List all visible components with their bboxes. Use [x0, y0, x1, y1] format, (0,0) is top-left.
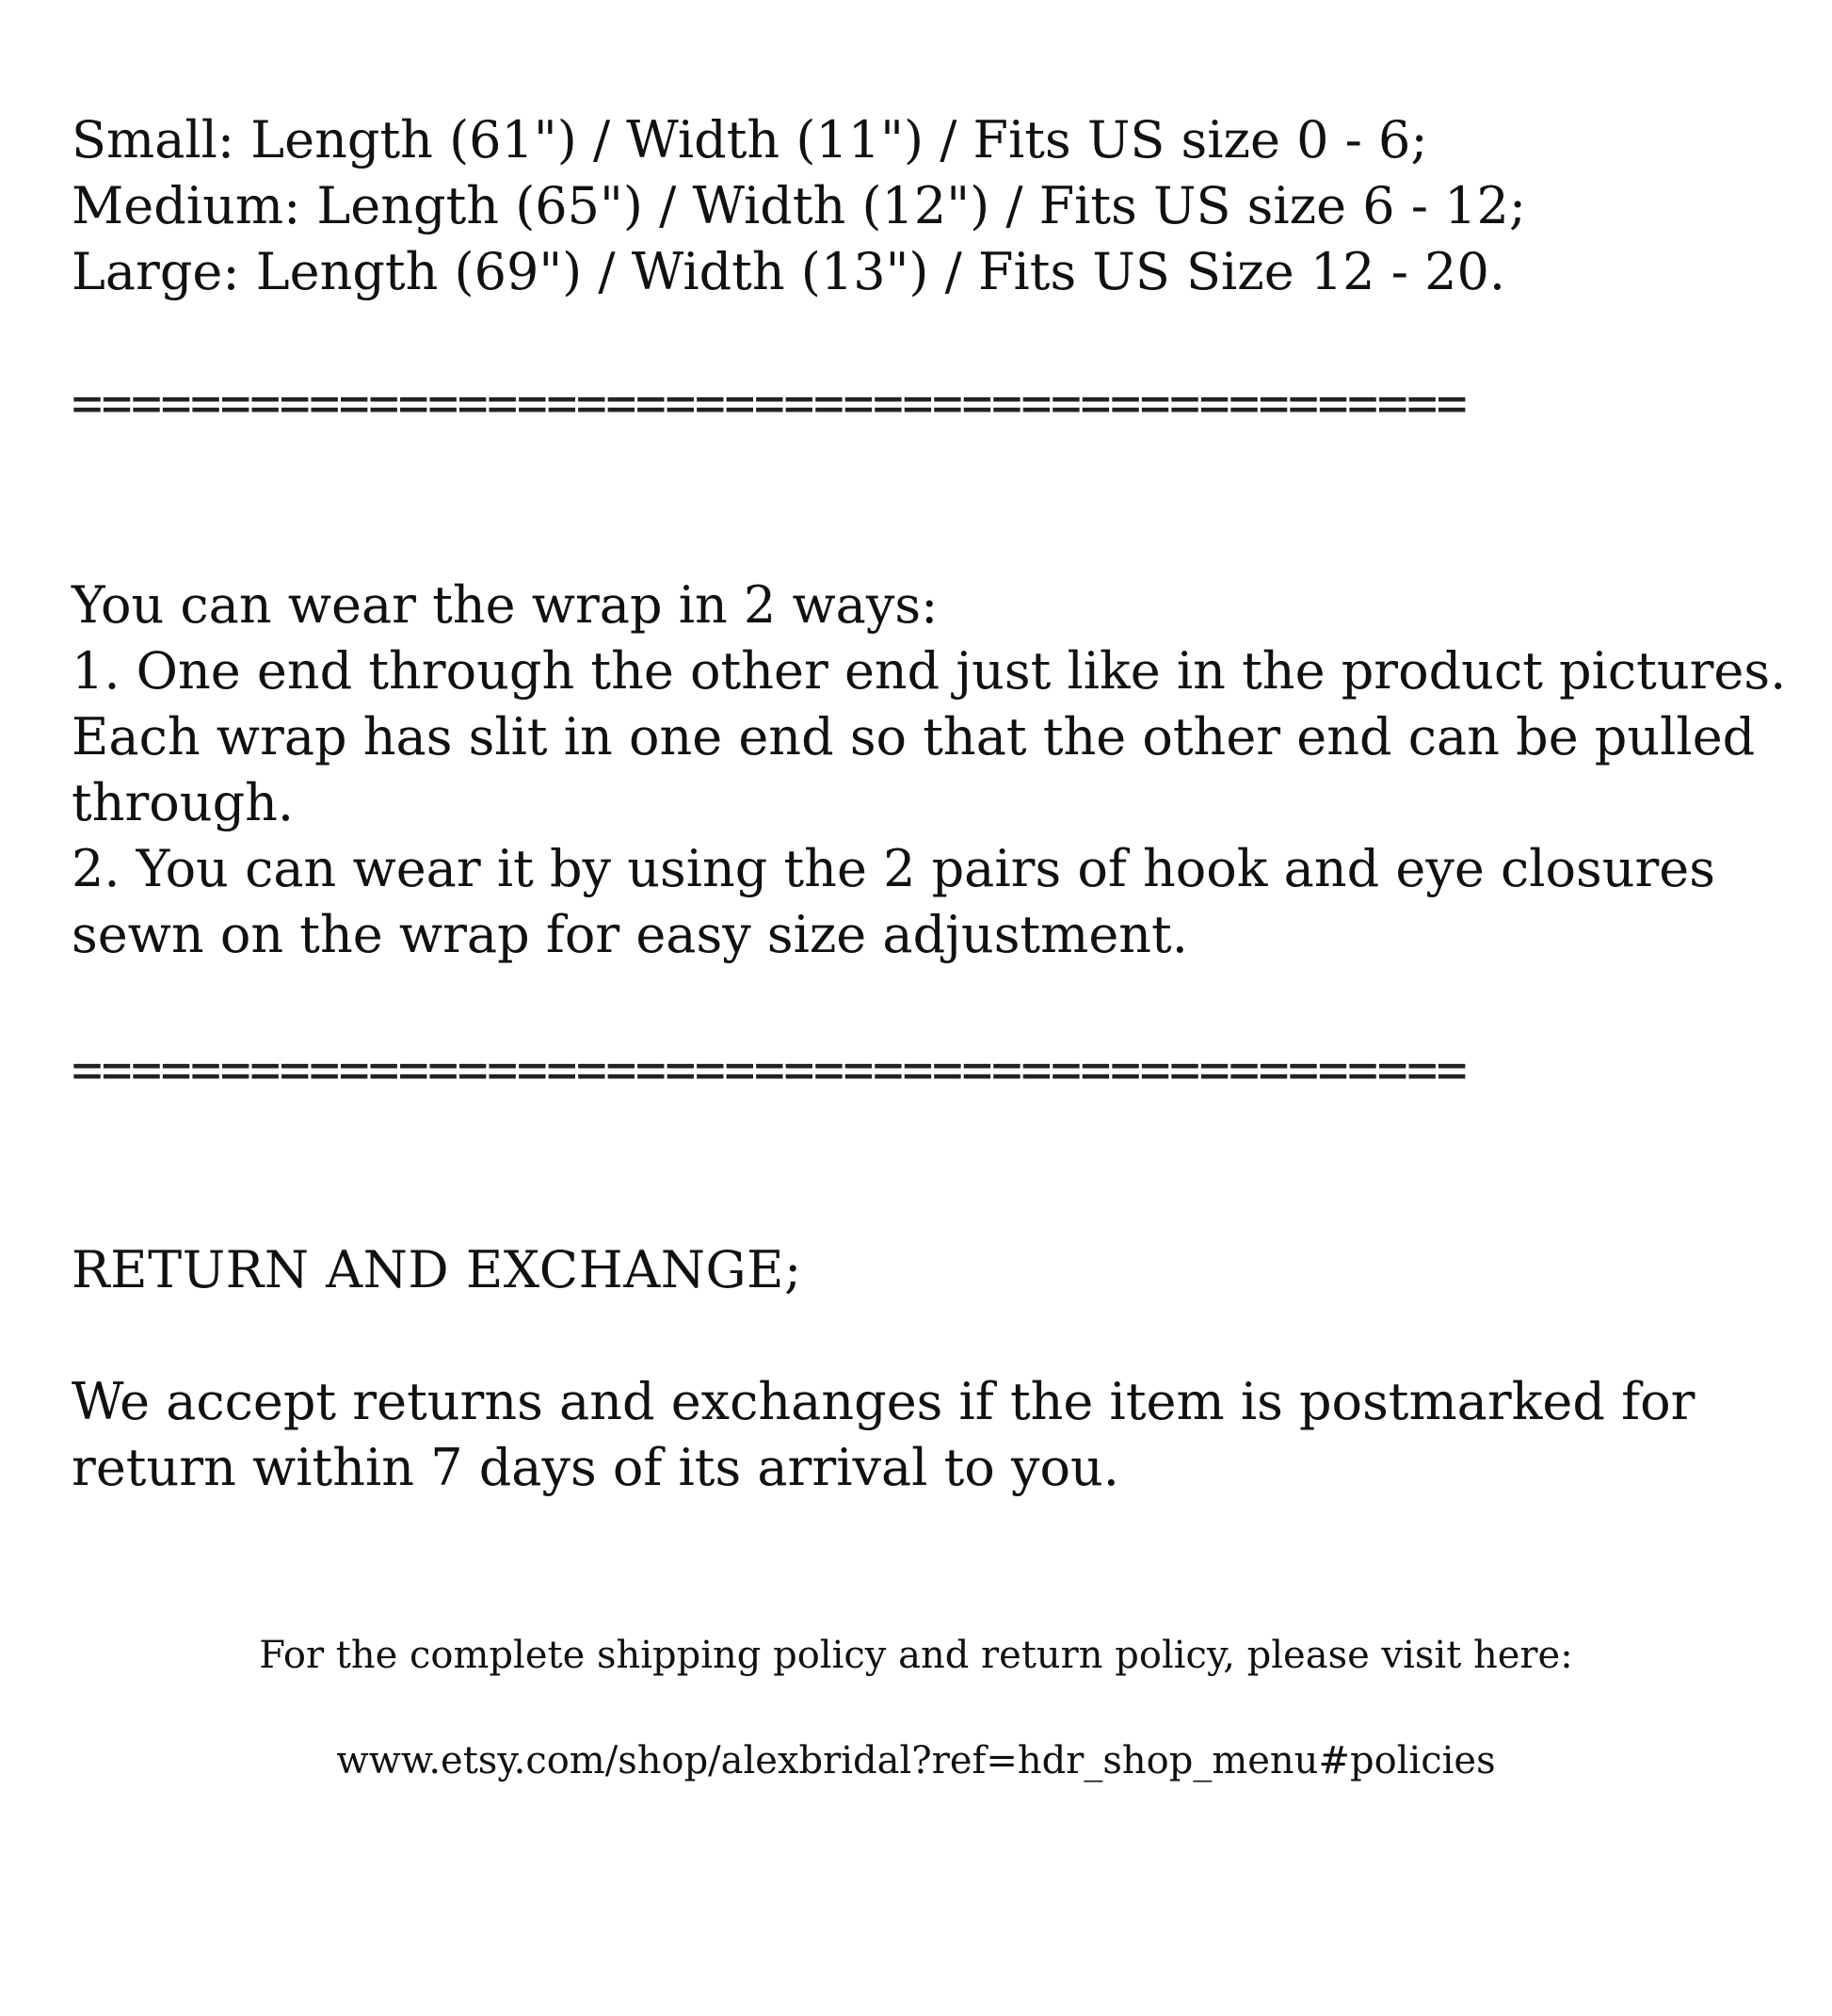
- size-medium-line: Medium: Length (65") / Width (12") / Fits US size 6 - 12;: [72, 176, 1527, 235]
- policy-url[interactable]: www.etsy.com/shop/alexbridal?ref=hdr_shop_menu#policies: [336, 1739, 1496, 1782]
- return-section: [72, 1237, 1794, 1303]
- wear-intro: You can wear the wrap in 2 ways:: [72, 575, 939, 635]
- wear-way-one: 1. One end through the other end just like in the product pictures. Each wrap has slit in one end so that the other end can be pulled through.: [72, 641, 1787, 832]
- size-large-line: Large: Length (69") / Width (13") / Fits US Size 12 - 20.: [72, 242, 1505, 301]
- wear-way-two: 2. You can wear it by using the 2 pairs of hook and eye closures sewn on the wrap for easy size adjustment.: [72, 839, 1715, 964]
- wear-instructions: [72, 573, 1794, 968]
- size-chart: [72, 107, 1794, 305]
- divider-first: ===============================================: [72, 375, 1467, 431]
- divider-second: ===============================================: [72, 1041, 1467, 1098]
- size-small-line: Small: Length (61") / Width (11") / Fits US size 0 - 6;: [72, 110, 1428, 169]
- policy-note: For the complete shipping policy and return policy, please visit here:: [259, 1634, 1573, 1677]
- return-policy: [72, 1369, 1794, 1501]
- return-heading: RETURN AND EXCHANGE;: [72, 1240, 802, 1299]
- return-policy-text: We accept returns and exchanges if the item is postmarked for return within 7 days of its arrival to you.: [72, 1372, 1695, 1497]
